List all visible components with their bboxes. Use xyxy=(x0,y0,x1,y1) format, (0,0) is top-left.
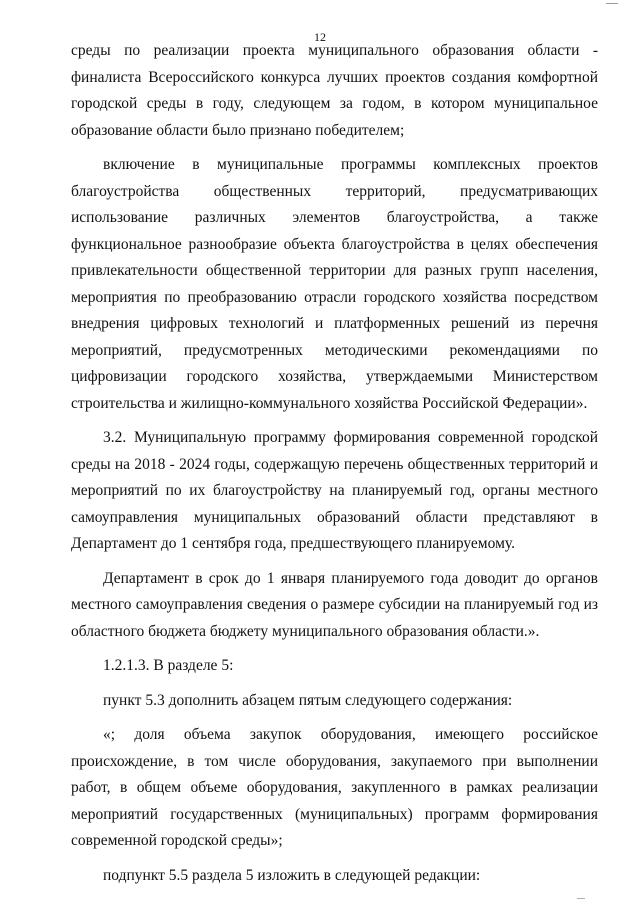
paragraph-department: Департамент в срок до 1 января планируемого года доводит до органов местного самоуправления сведения о размере субсидии на планируемый год из областного бюджета бюджету муниципального образования области.». xyxy=(71,569,598,640)
paragraph-inclusion: включение в муниципальные программы комплексных проектов благоустройства общественных территорий, предусматривающих использование различных элементов благоустройства, а также функциональное разнообразие объекта благоустройства в целях обеспечения привлекательности общественной территории для разных групп населения, мероприятия по преобразованию отрасли городского хозяйства посредством внедрения цифровых технологий и платформенных решений из перечня мероприятий, предусмотренных методическими рекомендациями по цифровизации городского хозяйства, утверждаемыми Министерством строительства и жилищно-коммунального хозяйства Российской Федерации». xyxy=(71,156,598,412)
paragraph-section-5: 1.2.1.3. В разделе 5: xyxy=(103,657,234,674)
page-number: 12 xyxy=(314,30,326,44)
document-body xyxy=(71,38,598,889)
paragraph-continuation: среды по реализации проекта муниципального образования области - финалиста Всероссийского конкурса лучших проектов создания комфортной городской среды в году, следующем за годом, в котором муниципальное образование области было признано победителем; xyxy=(71,42,598,139)
paragraph-quote-share: «; доля объема закупок оборудования, имеющего российское происхождение, в том числе оборудования, закупаемого при выполнении работ, в общем объеме оборудования, закупленного в рамках реализации мероприятий государственных (муниципальных) программ формирования современной городской среды»; xyxy=(71,726,598,849)
paragraph-3-2: 3.2. Муниципальную программу формирования современной городской среды на 2018 - 2024 годы, содержащую перечень общественных территорий и мероприятий по их благоустройству на планируемый год, органы местного самоуправления муниципальных образований области представляют в Департамент до 1 сентября года, предшествующего планируемому. xyxy=(71,429,598,552)
scan-corner-mark xyxy=(606,0,618,4)
paragraph-item-5-3: пункт 5.3 дополнить абзацем пятым следующего содержания: xyxy=(103,691,513,709)
scan-bottom-mark xyxy=(577,896,585,899)
paragraph-subitem-5-5: подпункт 5.5 раздела 5 изложить в следующей редакции: xyxy=(103,866,481,884)
